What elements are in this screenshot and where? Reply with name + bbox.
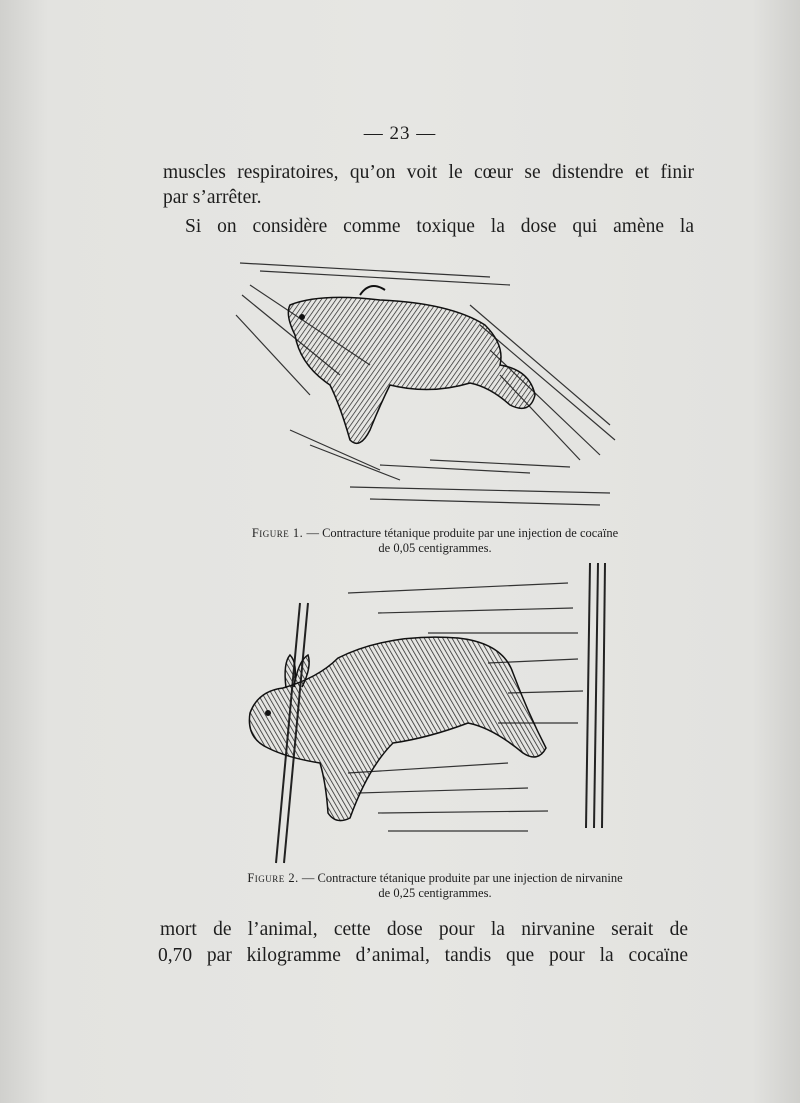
caption-text: de 0,05 centigrammes. — [378, 541, 492, 555]
figure-2-illustration — [228, 563, 618, 868]
figure-1-label: Figure 1. — [251, 526, 304, 540]
text-line: par s’arrêter. — [163, 187, 262, 208]
caption-text: de 0,25 centigrammes. — [378, 886, 492, 900]
text-line: Si on considère comme toxique la dose qui amène la — [185, 216, 694, 237]
figure-2-label: Figure 2. — [247, 871, 299, 885]
caption-text: — Contracture tétanique produite par une injection de nirvanine — [298, 871, 623, 885]
figure-1-illustration — [230, 255, 620, 515]
page-number: — 23 — — [363, 123, 437, 144]
figure-2-caption — [190, 871, 680, 901]
text-line: muscles respiratoires, qu’on voit le cœur se distendre et finir — [163, 162, 694, 183]
text-line: mort de l’animal, cette dose pour la nirvanine serait de — [160, 919, 688, 940]
figure-1-caption — [200, 526, 670, 556]
text-line: 0,70 par kilogramme d’animal, tandis que pour la cocaïne — [158, 945, 688, 966]
caption-text: — Contracture tétanique produite par une injection de cocaïne — [303, 526, 619, 540]
